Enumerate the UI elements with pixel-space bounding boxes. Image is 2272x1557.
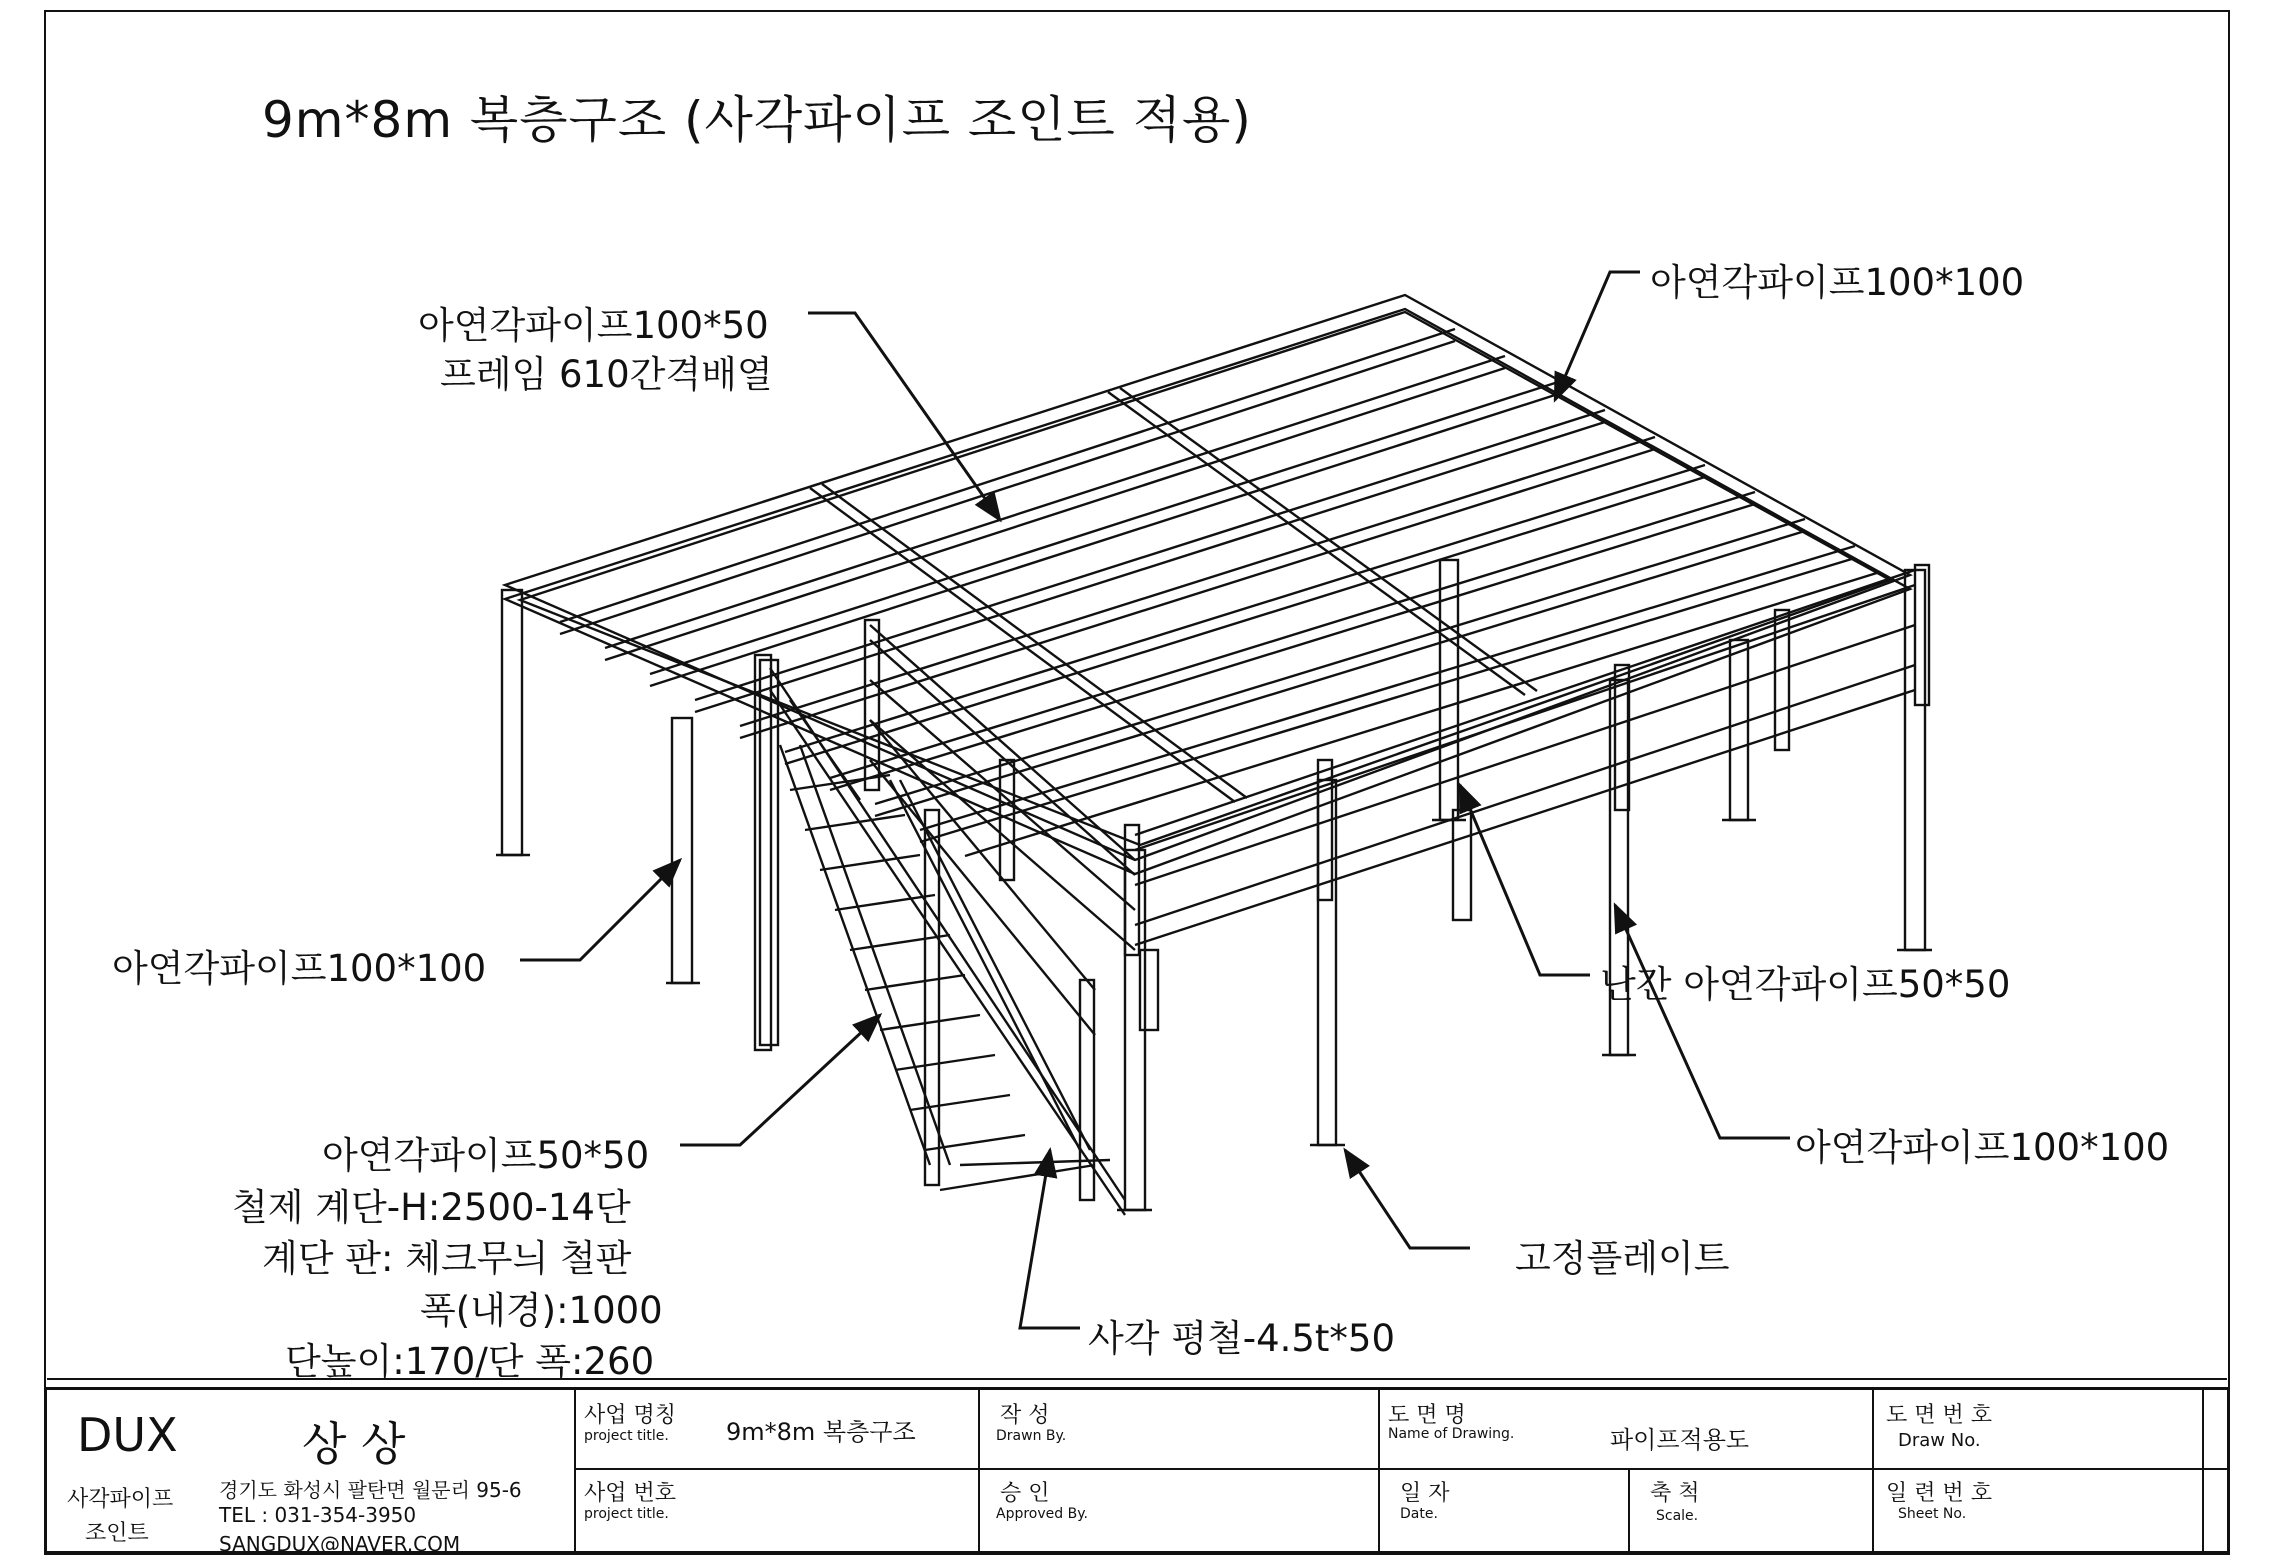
label-stair-pipe: 아연각파이프50*50 — [322, 1134, 650, 1177]
project-name-label: 사업 명칭 — [584, 1403, 677, 1428]
scale-sub: Scale. — [1656, 1508, 1699, 1524]
approved-sub: Approved By. — [996, 1506, 1088, 1522]
sheet-no-label: 일 련 번 호 — [1886, 1481, 1992, 1506]
approved-label: 승 인 — [1000, 1481, 1050, 1506]
company-address: 경기도 화성시 팔탄면 월문리 95-6 — [219, 1478, 522, 1502]
company-tel: TEL : 031-354-3950 — [219, 1503, 417, 1527]
label-pipe-100x100-top: 아연각파이프100*100 — [1650, 261, 2025, 304]
label-railing: 난간 아연각파이프50*50 — [1600, 963, 2011, 1006]
drawn-sub: Drawn By. — [996, 1428, 1067, 1444]
drawing-name-value: 파이프적용도 — [1610, 1426, 1750, 1454]
product-line-1: 사각파이프 — [67, 1487, 174, 1512]
brand-logo: DUX — [77, 1408, 178, 1462]
project-name-sub: project title. — [584, 1428, 669, 1444]
label-pipe-100x50: 아연각파이프100*50 — [418, 304, 769, 347]
scale-divider — [1628, 1468, 1630, 1551]
label-stair-plate: 계단 판: 체크무늬 철판 — [262, 1237, 632, 1280]
sheet-no-sub: Sheet No. — [1898, 1506, 1967, 1522]
leader-stair — [680, 1015, 880, 1145]
label-pipe-100x100-right: 아연각파이프100*100 — [1795, 1126, 2170, 1169]
label-stair-rise: 단높이:170/단 폭:260 — [285, 1340, 655, 1383]
leader-beam-top — [1555, 272, 1640, 400]
label-frame-spacing: 프레임 610간격배열 — [440, 353, 773, 396]
drawing-name-label: 도 면 명 — [1388, 1403, 1466, 1428]
drawing-title: 9m*8m 복층구조 (사각파이프 조인트 적용) — [262, 91, 1252, 149]
leader-railing — [1460, 785, 1590, 975]
label-flat-bar: 사각 평철-4.5t*50 — [1088, 1317, 1396, 1360]
draw-no-label: 도 면 번 호 — [1886, 1403, 1992, 1428]
cell-edge — [2202, 1390, 2230, 1551]
title-block — [44, 1387, 2230, 1554]
project-no-sub: project title. — [584, 1506, 669, 1522]
label-stair-spec: 철제 계단-H:2500-14단 — [232, 1186, 631, 1229]
drawn-label: 작 성 — [1000, 1403, 1050, 1428]
draw-no-sub: Draw No. — [1898, 1430, 1981, 1451]
company-email: SANGDUX@NAVER.COM — [219, 1532, 461, 1556]
frame-lines — [496, 295, 1932, 1215]
date-sub: Date. — [1400, 1506, 1438, 1522]
leader-fixing-plate — [1345, 1150, 1470, 1248]
leader-column-right — [1615, 905, 1790, 1138]
title-block-top-rule — [47, 1378, 2227, 1380]
project-name-value: 9m*8m 복층구조 — [726, 1418, 916, 1446]
project-no-label: 사업 번호 — [584, 1481, 677, 1506]
product-line-2: 조인트 — [85, 1521, 149, 1546]
leader-column-left — [520, 860, 680, 960]
company-name: 상 상 — [302, 1417, 406, 1471]
label-pipe-100x100-left: 아연각파이프100*100 — [112, 947, 487, 990]
label-stair-width: 폭(내경):1000 — [420, 1289, 663, 1332]
scale-label: 축 척 — [1650, 1481, 1700, 1506]
label-fixing-plate: 고정플레이트 — [1515, 1237, 1730, 1280]
drawing-name-sub: Name of Drawing. — [1388, 1426, 1515, 1442]
cell-draw-no — [1872, 1390, 2202, 1551]
cell-drawn — [978, 1390, 1378, 1551]
cell-drawing-name — [1378, 1390, 1872, 1551]
date-label: 일 자 — [1400, 1481, 1450, 1506]
cell-project — [574, 1390, 978, 1551]
